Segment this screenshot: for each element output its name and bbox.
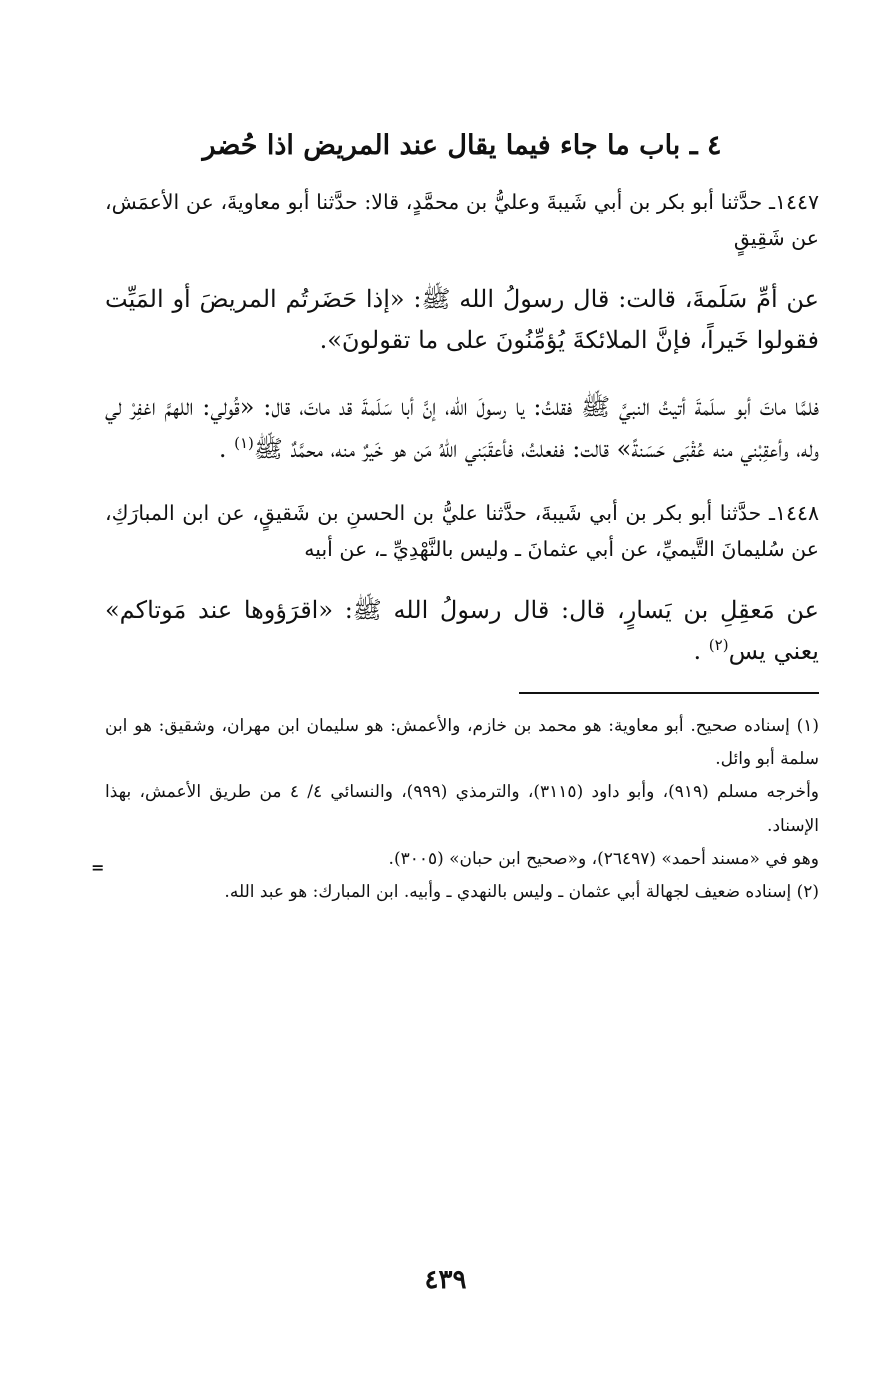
page-number: ٤٣٩	[424, 1265, 467, 1295]
hadith-1447-isnad: ١٤٤٧ـ حدَّثنا أبو بكر بن أبي شَيبةَ وعليُّ بن محمَّدٍ، قالا: حدَّثنا أبو معاويةَ، عن الأعمَش، عن شَقِيقٍ	[105, 190, 819, 250]
footnotes	[91, 710, 819, 909]
hadith-1448-isnad: ١٤٤٨ـ حدَّثنا أبو بكر بن أبي شَيبةَ، حدَّثنا عليُّ بن الحسنِ بن شَقيقٍ، عن ابن المبارَكِ، عن سُليمانَ التَّيميِّ، عن أبي عثمانَ ـ وليس بالنَّهْدِيِّ ـ، عن أبيه	[105, 500, 819, 561]
hadith-1448-matn	[105, 590, 819, 673]
hadith-1447-matn-part2	[105, 387, 819, 470]
chapter-title: ٤ ـ باب ما جاء فيما يقال عند المريض اذا حُضر	[202, 130, 722, 161]
footnote-1-a: (١) إسناده صحيح. أبو معاوية: هو محمد بن خازم، والأعمش: هو سليمان ابن مهران، وشقيق: هو ابن سلمة أبو وائل.	[105, 716, 819, 770]
hadith-1448-matn-text: عن مَعقِلِ بن يَسارٍ، قال: قال رسولُ الله ﷺ: «اقرَؤوها عند مَوتاكم» يعني يس	[105, 595, 819, 665]
hadith-1447-matn-text: فلمَّا ماتَ أبو سلَمةَ أتيتُ النبيَّ ﷺ فقلتُ: يا رسولَ الله، إنَّ أبا سَلَمةَ قد ماتَ، قال: «قُولي: اللهمَّ اغفِرْ لي وله، وأعقِبْني منه عُقْبَى حَسَنةً» قالت: ففعلتُ، فأعقَبَني اللهُ مَن هو خَيرٌ منه، محمَّدٌ ﷺ	[105, 393, 819, 463]
continuation-mark: =	[91, 858, 105, 878]
hadith-1447-matn-end: .	[218, 434, 227, 463]
hadith-1447-matn-part1: عن أمِّ سَلَمةَ، قالت: قال رسولُ الله ﷺ: «إذا حَضَرتُم المريضَ أو المَيِّت فقولوا خَيراً، فإنَّ الملائكةَ يُؤمِّنُونَ على ما تقولونَ».	[105, 284, 819, 355]
footnote-2: (٢) إسناده ضعيف لجهالة أبي عثمان ـ وليس بالنهدي ـ وأبيه. ابن المبارك: هو عبد الله.	[224, 881, 819, 902]
hadith-1448-matn-end: .	[693, 636, 702, 665]
footnote-ref-2[interactable]: (٢)	[708, 635, 729, 654]
footnote-separator	[519, 692, 819, 694]
footnote-1-c: وهو في «مسند أحمد» (٢٦٤٩٧)، و«صحيح ابن حبان» (٣٠٠٥).	[388, 848, 819, 869]
footnote-ref-1[interactable]: (١)	[234, 433, 254, 452]
footnote-1-b: وأخرجه مسلم (٩١٩)، وأبو داود (٣١١٥)، والترمذي (٩٩٩)، والنسائي ٤/ ٤ من طريق الأعمش، بهذا الإسناد.	[105, 782, 819, 836]
